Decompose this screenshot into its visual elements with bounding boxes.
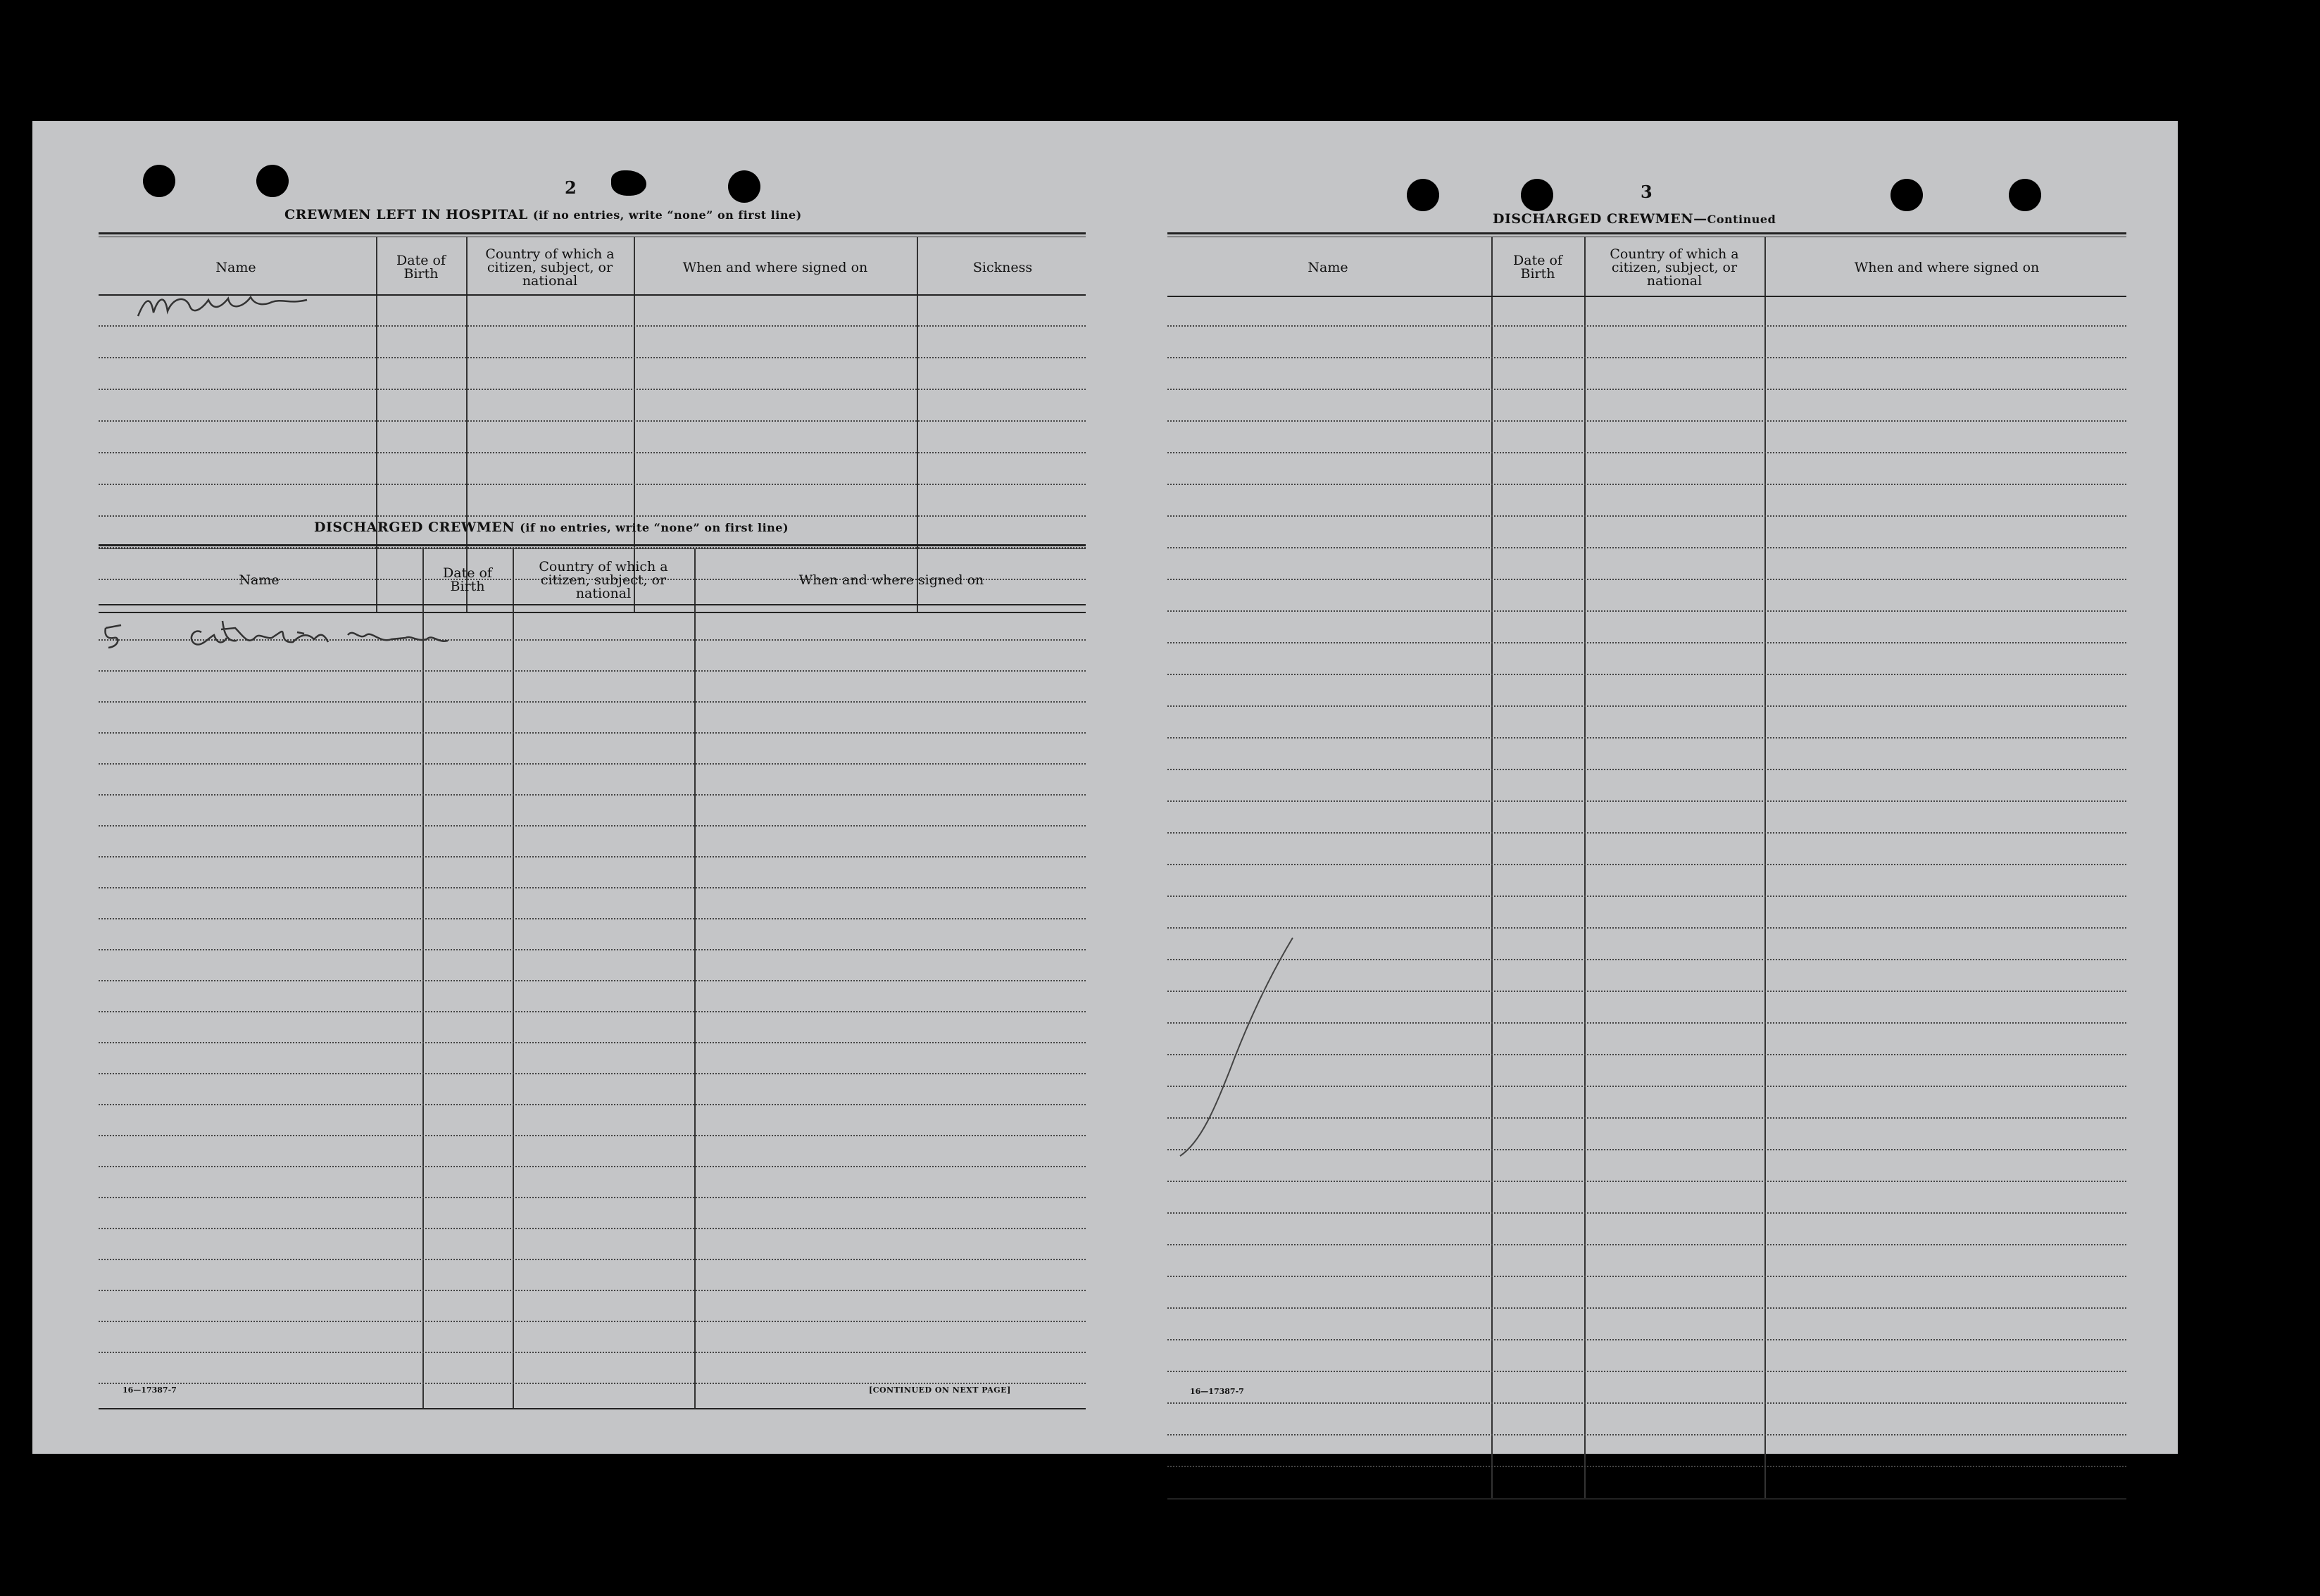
punch-hole: [1407, 179, 1439, 211]
column-header-name: Name: [1308, 259, 1348, 275]
row-line: [99, 1073, 1086, 1074]
row-line: [99, 1259, 1086, 1260]
punch-hole: [611, 170, 646, 196]
table-top-rule: [99, 544, 1086, 549]
column-divider: [422, 549, 424, 1409]
row-line: [1167, 420, 2126, 422]
row-line: [99, 794, 1086, 796]
column-divider: [694, 549, 696, 1409]
row-line: [1167, 547, 2126, 548]
column-header-country: Country of which a citizen, subject, or national: [539, 558, 668, 601]
punch-hole: [2009, 179, 2041, 211]
row-line: [1167, 1276, 2126, 1277]
table-bottom-rule: [1167, 1498, 2126, 1500]
row-line: [99, 763, 1086, 765]
row-line: [99, 357, 1086, 358]
row-line: [1167, 1244, 2126, 1245]
row-line: [99, 701, 1086, 703]
row-line: [99, 452, 1086, 453]
row-line: [99, 1104, 1086, 1105]
row-line: [1167, 357, 2126, 358]
row-line: [1167, 452, 2126, 453]
row-line: [1167, 1212, 2126, 1214]
table-bottom-rule: [99, 1408, 1086, 1409]
row-line: [1167, 484, 2126, 485]
column-header-signed-on: When and where signed on: [682, 259, 868, 275]
punch-hole: [1521, 179, 1553, 211]
row-line: [99, 515, 1086, 517]
column-divider: [1764, 237, 1766, 1499]
row-line: [99, 484, 1086, 485]
section-title-discharged-continued: DISCHARGED CREWMEN—Continued: [1493, 211, 1776, 227]
form-sheet: [32, 121, 2178, 1454]
row-line: [1167, 389, 2126, 390]
row-line: [99, 856, 1086, 857]
column-divider: [513, 549, 514, 1409]
row-line: [1167, 1339, 2126, 1340]
row-line: [1167, 674, 2126, 675]
handwritten-strike-mark: [1173, 931, 1314, 1163]
column-divider: [1491, 237, 1493, 1499]
row-line: [99, 918, 1086, 919]
row-line: [1167, 705, 2126, 707]
header-rule: [1167, 296, 2126, 297]
handwritten-citizen: [96, 607, 462, 656]
row-line: [99, 1135, 1086, 1136]
row-line: [99, 1166, 1086, 1167]
row-line: [99, 1197, 1086, 1198]
row-line: [99, 1042, 1086, 1043]
section-title-discharged: DISCHARGED CREWMEN (if no entries, write “none” on first line): [314, 520, 789, 535]
column-header-sickness: Sickness: [972, 259, 1033, 275]
row-line: [99, 980, 1086, 981]
row-line: [1167, 769, 2126, 770]
row-line: [99, 1383, 1086, 1384]
row-line: [99, 420, 1086, 422]
row-line: [99, 887, 1086, 888]
row-line: [99, 732, 1086, 734]
column-header-date-of-birth: Date of Birth: [443, 565, 492, 594]
row-line: [1167, 927, 2126, 929]
row-line: [1167, 642, 2126, 643]
row-line: [99, 1352, 1086, 1353]
row-line: [99, 1321, 1086, 1322]
table-top-rule: [99, 232, 1086, 237]
row-line: [1167, 800, 2126, 802]
punch-hole: [1891, 179, 1923, 211]
column-header-date-of-birth: Date of Birth: [396, 253, 446, 282]
row-line: [99, 1228, 1086, 1229]
page-number: 3: [1641, 182, 1653, 202]
row-line: [1167, 1402, 2126, 1404]
continued-note: [CONTINUED ON NEXT PAGE]: [869, 1385, 1011, 1395]
column-header-date-of-birth: Date of Birth: [1513, 253, 1562, 282]
row-line: [99, 949, 1086, 950]
row-line: [99, 389, 1086, 390]
row-line: [99, 670, 1086, 672]
form-number: 16—17387-7: [1190, 1387, 1244, 1396]
column-header-name: Name: [239, 572, 280, 588]
column-header-country: Country of which a citizen, subject, or national: [485, 246, 615, 289]
row-line: [1167, 1466, 2126, 1467]
row-line: [1167, 1434, 2126, 1435]
punch-hole: [143, 165, 175, 197]
row-line: [1167, 1181, 2126, 1182]
row-line: [1167, 515, 2126, 517]
punch-hole: [256, 165, 289, 197]
row-line: [99, 1290, 1086, 1291]
row-line: [1167, 1307, 2126, 1309]
row-line: [1167, 579, 2126, 580]
handwritten-none: [131, 284, 335, 327]
row-line: [1167, 1371, 2126, 1372]
row-line: [1167, 325, 2126, 327]
column-header-signed-on: When and where signed on: [798, 572, 984, 588]
table-top-rule: [1167, 232, 2126, 237]
row-line: [1167, 737, 2126, 739]
row-line: [1167, 896, 2126, 897]
column-header-signed-on: When and where signed on: [1854, 259, 2040, 275]
punch-hole: [728, 170, 760, 203]
form-number: 16—17387-7: [123, 1385, 177, 1395]
row-line: [1167, 832, 2126, 834]
column-divider: [1584, 237, 1586, 1499]
page-number: 2: [565, 177, 577, 198]
header-rule: [99, 604, 1086, 605]
row-line: [99, 825, 1086, 827]
row-line: [99, 1011, 1086, 1012]
section-title-hospital: CREWMEN LEFT IN HOSPITAL (if no entries, write “none” on first line): [284, 207, 802, 222]
row-line: [1167, 864, 2126, 865]
row-line: [1167, 610, 2126, 612]
column-header-name: Name: [215, 259, 256, 275]
column-header-country: Country of which a citizen, subject, or national: [1610, 246, 1739, 289]
